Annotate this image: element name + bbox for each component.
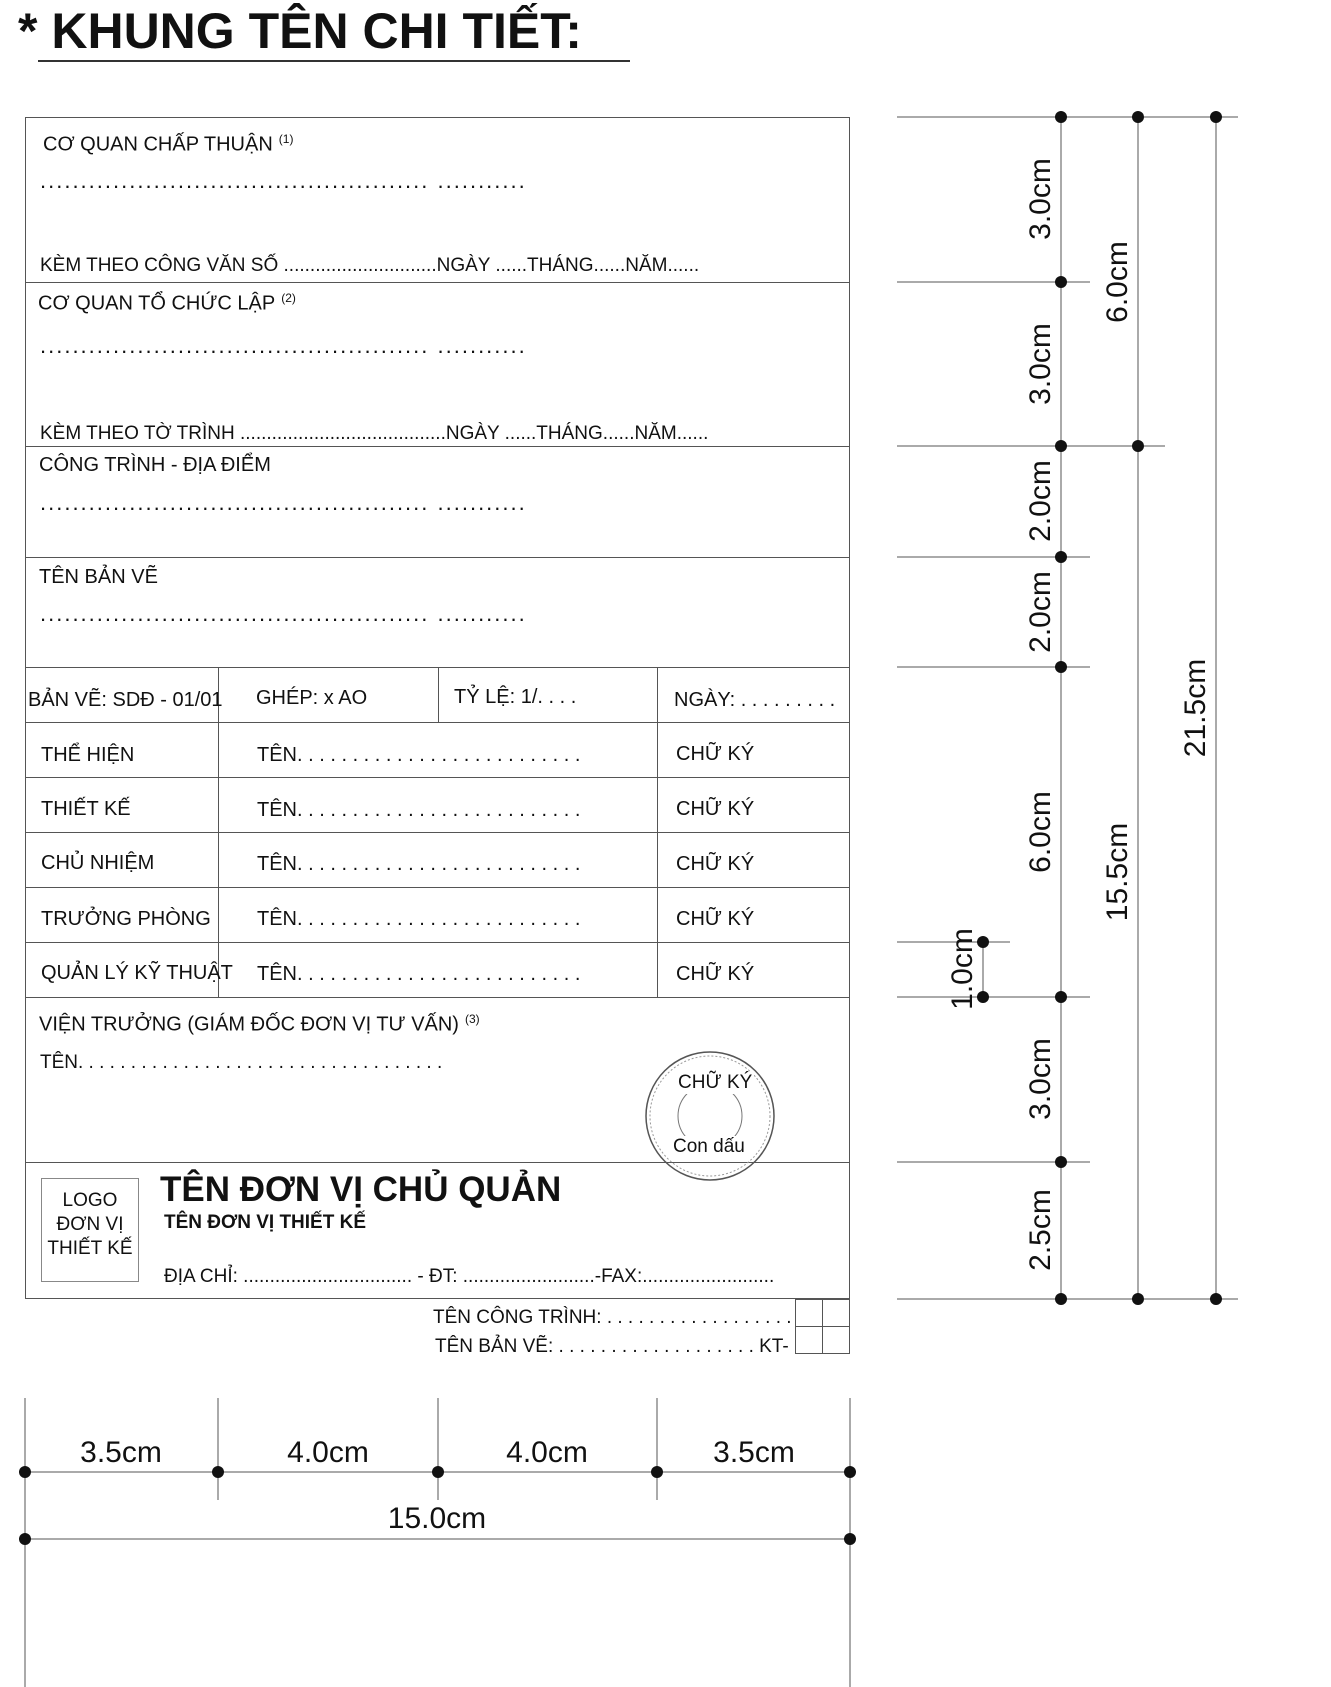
org-doc-line: KÈM THEO TỜ TRÌNH .......................................NGÀY ......THÁNG......NĂM......: [40, 423, 709, 444]
dim-row-3: 2.0cm: [1024, 460, 1057, 542]
dim-row-4: 2.0cm: [1024, 571, 1057, 653]
dim-total-width: 15.0cm: [387, 1502, 487, 1535]
dim-group-top: 6.0cm: [1101, 241, 1134, 323]
approval-label: CƠ QUAN CHẤP THUẬN $^{(1)}$: [43, 132, 294, 156]
page-title: * KHUNG TÊN CHI TIẾT:: [18, 3, 582, 59]
designer-name: TÊN ĐƠN VỊ THIẾT KẾ: [164, 1212, 366, 1233]
logo-line: LOGO: [62, 1190, 118, 1211]
dim-small-row: 1.0cm: [946, 928, 979, 1010]
role-label: THIẾT KẾ: [41, 798, 131, 820]
dim-total-height: 21.5cm: [1179, 658, 1212, 758]
role-name: TÊN. . . . . . . . . . . . . . . . . . . . . . . . . .: [257, 744, 581, 766]
org-label: CƠ QUAN TỔ CHỨC LẬP $^{(2)}$: [38, 291, 296, 315]
role-name: TÊN. . . . . . . . . . . . . . . . . . . . . . . . . .: [257, 908, 581, 930]
role-sign: CHỮ KÝ: [676, 853, 755, 875]
dim-row-1: 3.0cm: [1024, 158, 1057, 240]
org-dots: ................................................ ...........: [40, 333, 527, 358]
drawing-dots: ................................................ ...........: [40, 601, 527, 626]
role-label: THỂ HIỆN: [41, 744, 135, 766]
sheet-join: GHÉP: x AO: [256, 687, 368, 709]
director-name: TÊN. . . . . . . . . . . . . . . . . . . . . . . . . . . . . . . . . . .: [40, 1052, 443, 1073]
stamp-seal-label: Con dấu: [673, 1136, 745, 1157]
approval-dots: ................................................ ...........: [40, 168, 527, 193]
role-label: TRƯỞNG PHÒNG: [41, 908, 211, 930]
sheet-scale: TỶ LỆ: 1/. . . .: [454, 686, 577, 708]
owner-name: TÊN ĐƠN VỊ CHỦ QUẢN: [160, 1170, 562, 1209]
dim-col-4: 3.5cm: [713, 1436, 795, 1469]
stamp-sign-label: CHỮ KÝ: [678, 1072, 753, 1093]
dim-row-6: 3.0cm: [1024, 1038, 1057, 1120]
director-label: VIỆN TRƯỞNG (GIÁM ĐỐC ĐƠN VỊ TƯ VẤN) $^{(3)}$: [39, 1012, 480, 1036]
dim-row-7: 2.5cm: [1024, 1189, 1057, 1271]
drawing-label: TÊN BẢN VẼ: [39, 566, 158, 588]
approval-doc-line: KÈM THEO CÔNG VĂN SỐ .............................NGÀY ......THÁNG......NĂM......: [40, 255, 700, 276]
dim-col-3: 4.0cm: [506, 1436, 588, 1469]
role-sign: CHỮ KÝ: [676, 908, 755, 930]
role-sign: CHỮ KÝ: [676, 963, 755, 985]
role-name: TÊN. . . . . . . . . . . . . . . . . . . . . . . . . .: [257, 853, 581, 875]
role-label: CHỦ NHIỆM: [41, 852, 155, 874]
role-label: QUẢN LÝ KỸ THUẬT: [41, 962, 233, 984]
dim-row-2: 3.0cm: [1024, 323, 1057, 405]
address-line: ĐỊA CHỈ: ................................ - ĐT: .........................-FAX:.........................: [164, 1266, 775, 1287]
role-sign: CHỮ KÝ: [676, 743, 755, 765]
footer-drawing: TÊN BẢN VẼ: . . . . . . . . . . . . . . . . . . . KT-: [435, 1336, 789, 1357]
role-name: TÊN. . . . . . . . . . . . . . . . . . . . . . . . . .: [257, 799, 581, 821]
dim-col-1: 3.5cm: [80, 1436, 162, 1469]
sheet-number: BẢN VẼ: SDĐ - 01/01: [28, 689, 223, 711]
project-label: CÔNG TRÌNH - ĐỊA ĐIỂM: [39, 454, 271, 476]
logo-line: THIẾT KẾ: [47, 1238, 133, 1259]
role-name: TÊN. . . . . . . . . . . . . . . . . . . . . . . . . .: [257, 963, 581, 985]
logo-line: ĐƠN VỊ: [56, 1214, 124, 1235]
sheet-date: NGÀY: . . . . . . . . .: [674, 689, 836, 711]
project-dots: ................................................ ...........: [40, 490, 527, 515]
footer-project: TÊN CÔNG TRÌNH: . . . . . . . . . . . . . . . . . .: [433, 1307, 792, 1328]
dim-col-2: 4.0cm: [287, 1436, 369, 1469]
role-sign: CHỮ KÝ: [676, 798, 755, 820]
dim-row-5: 6.0cm: [1024, 791, 1057, 873]
dim-group-bottom: 15.5cm: [1101, 822, 1134, 922]
